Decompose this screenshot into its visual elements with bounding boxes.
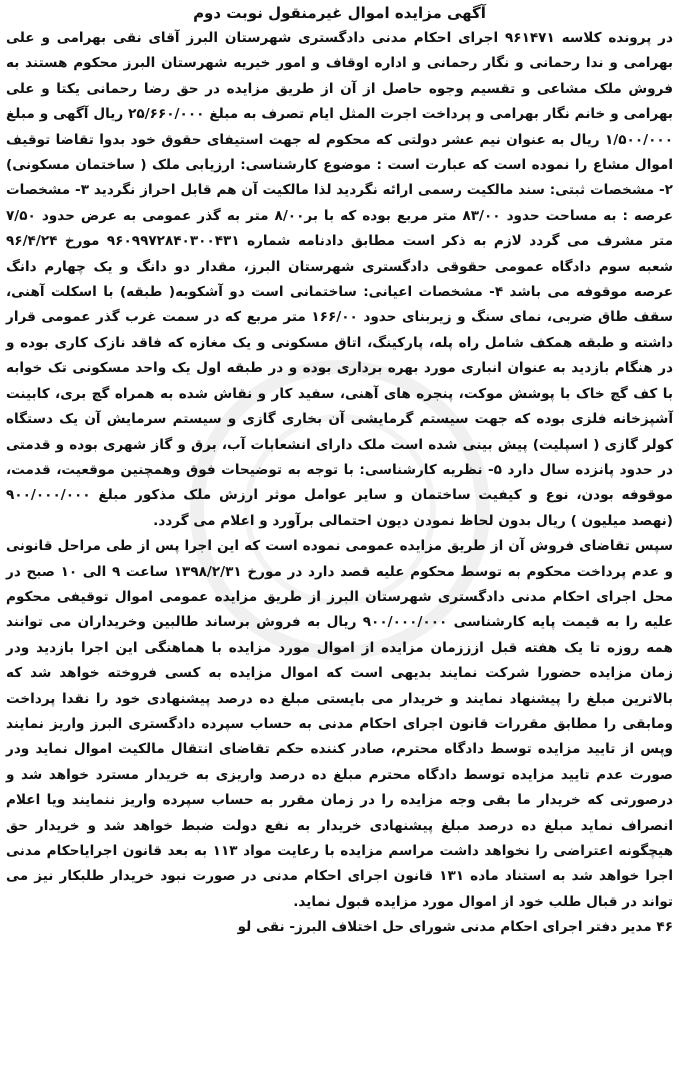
notice-title: آگهی مزایده اموال غیرمنقول نوبت دوم xyxy=(193,4,486,22)
notice-paragraph-2: سپس تقاضای فروش آن از طریق مزایده عمومی نموده است که این اجرا پس از طی مراحل قانونی و عدم پرداخت محکوم به توسط محکوم علیه قصد دارد در مورخ ۱۳۹۸/۲/۳۱ ساعت ۹ الی ۱۰ صبح در محل اجرای احکام مدنی دادگستری شهرستان البرز از طریق مزایده عمومی اموال توقیفی محکوم علیه را به قیمت پایه کارشناسی ۹۰۰/۰۰۰/۰۰۰ ریال به فروش برساند طالبین وخریداران می توانند همه روزه تا یک هفته قبل ازززمان مزایده از اموال مورد مزایده با هماهنگی این اجرا بازدید ودر زمان مزایده حضورا شرکت نمایند بدیهی است که اموال مزایده به کسی فروخته خواهد شد که بالاترین مبلغ را پیشنهاد نمایند و خریدار می بایستی مبلغ ده درصد پیشنهادی خود را نقدا پرداخت ومابقی را مطابق مقررات قانون اجرای احکام مدنی به حساب سپرده دادگستری البرز واریز نمایند وپس از تایید مزایده توسط دادگاه محترم، صادر کننده حکم تقاضای انتقال مالکیت اموال نماید ودر صورت عدم تایید مزایده توسط دادگاه محترم مبلغ ده درصد واریزی به خریدار مسترد خواهد شد و درصورتی که خریدار ما بقی وجه مزایده را در زمان مقرر به حساب سپرده واریز ننمایند ویا اعلام انصراف نماید مبلغ ده درصد مبلغ پیشنهادی خریدار به نفع دولت ضبط خواهد شد و خریدار حق هیچگونه اعتراضی را نخواهد داشت مراسم مزایده با رعایت مواد ۱۱۳ به بعد قانون اجرایاحکام مدنی اجرا خواهد شد به استناد ماده ۱۳۱ قانون اجرای احکام مدنی در صورت نبود خریدار طلبکار نیز می تواند در قبال طلب خود از اموال مورد مزایده قبول نماید. xyxy=(6,538,673,910)
notice-body xyxy=(6,26,673,915)
notice-paragraph-1: در پرونده کلاسه ۹۶۱۴۷۱ اجرای احکام مدنی دادگستری شهرستان البرز آقای نقی بهرامی و علی بهرامی و ندا رحمانی و نگار رحمانی و اداره اوقاف و امور خیریه شهرستان البرز محکوم هستند به فروش ملک مشاعی و تقسیم وجوه حاصل از آن از طریق مزایده در حق رضا رحمانی یکتا و علی بهرامی و خانم نگار بهرامی و پرداخت اجرت المثل ایام تصرف به مبلغ ۲۵/۶۶۰/۰۰۰ ریال آگهی و مبلغ ۱/۵۰۰/۰۰۰ ریال به عنوان نیم عشر دولتی که محکوم له جهت استیفای حقوق خود بدوا تقاضا توقیف اموال مشاع را نموده است که عبارت است : موضوع کارشناسی: ارزیابی ملک ( ساختمان مسکونی) ۲- مشخصات ثبتی: سند مالکیت رسمی ارائه نگردید لذا مالکیت آن هم قابل احراز نگردید ۳- مشخصات عرصه : به مساحت حدود ۸۳/۰۰ متر مربع بوده که با بر۸/۰۰ متر به گذر عمومی به عرض حدود ۷/۵۰ متر مشرف می گردد لازم به ذکر است مطابق دادنامه شماره ۹۶۰۹۹۷۲۸۴۰۳۰۰۴۳۱ مورخ ۹۶/۴/۲۴ شعبه سوم دادگاه عمومی حقوقی دادگستری شهرستان البرز، مقدار دو دانگ و یک چهارم دانگ عرصه موقوفه می باشد ۴- مشخصات اعیانی: ساختمانی است دو آشکوبه( طبقه) با اسکلت آهنی، سقف طاق ضربی، نمای سنگ و زیربنای حدود ۱۶۶/۰۰ متر مربع که در سمت غرب گذر عمومی قرار داشته و طبقه همکف شامل راه پله، پارکینگ، اتاق مسکونی و یک مغازه که فاقد نازک کاری بوده و در هنگام بازدید به عنوان انباری مورد بهره برداری بوده و در طبقه اول یک واحد مسکونی تک خوابه با کف گچ خاک با پوشش موکت، پنجره های آهنی، سفید کار و نقاش شده به همراه گچ بری، کابینت آشپزخانه فلزی بوده که جهت سیستم گرمایشی آن بخاری گازی و سیستم سرمایش آن یک دستگاه کولر گازی ( اسپلیت) پیش بینی شده است ملک دارای انشعابات آب، برق و گاز شهری بوده و قدمتی در حدود پانزده سال دارد ۵- نظریه کارشناسی: با توجه به توضیحات فوق وهمچنین موقعیت، قدمت، موقوفه بودن، نوع و کیفیت ساختمان و سایر عوامل موثر ارزش ملک مذکور مبلغ ۹۰۰/۰۰۰/۰۰۰ (نهصد میلیون ) ریال بدون لحاظ نمودن دیون احتمالی برآورد و اعلام می گردد. xyxy=(6,30,674,529)
notice-signature: ۴۶ مدیر دفتر اجرای احکام مدنی شورای حل اختلاف البرز- نقی لو xyxy=(237,919,673,936)
